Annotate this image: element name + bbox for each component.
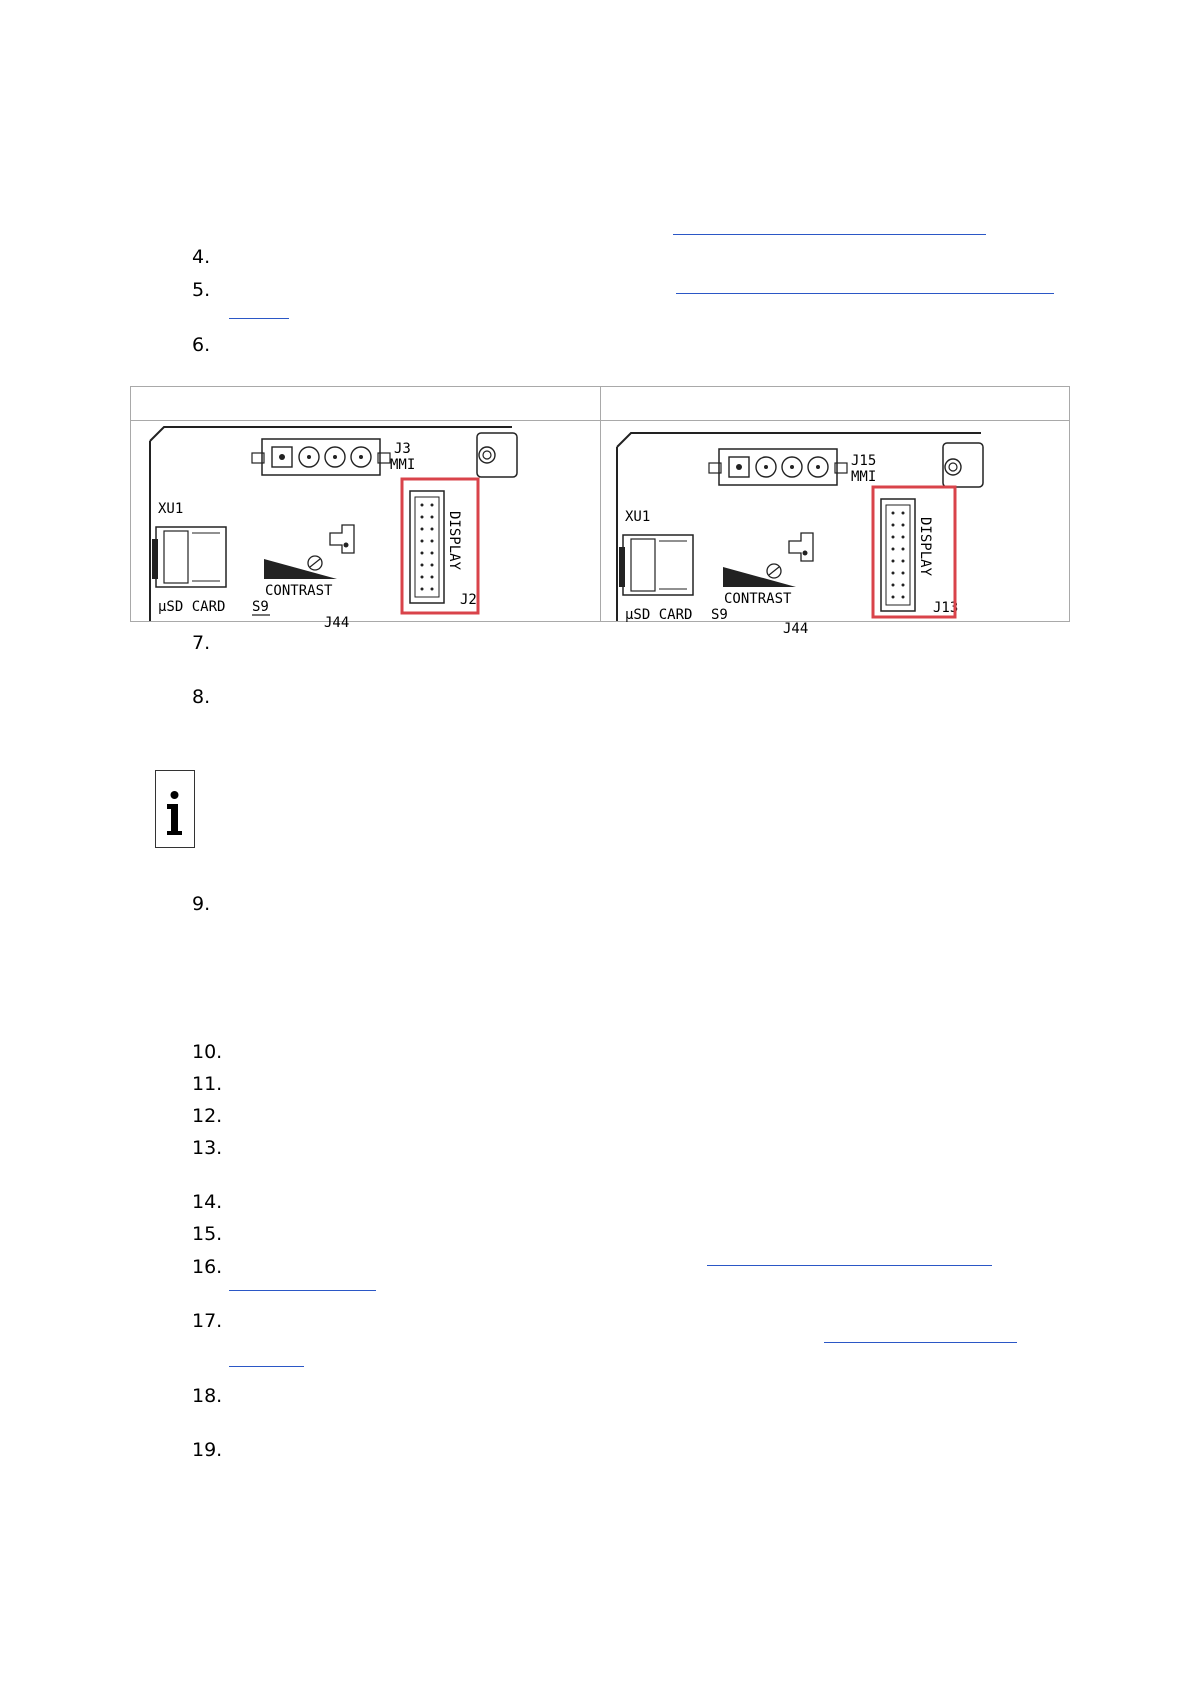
label-display-ref: J13 (933, 600, 959, 616)
board-drawing-left (132, 421, 600, 631)
label-display: DISPLAY (917, 517, 933, 577)
hyperlink[interactable] (229, 318, 289, 319)
step-number-19: 19. (192, 1439, 223, 1461)
step-number-10: 10. (192, 1041, 223, 1063)
label-display-ref: J2 (460, 592, 477, 608)
label-switch: S9 (252, 599, 269, 615)
hyperlink[interactable] (676, 293, 1054, 294)
label-sd-slot: XU1 (158, 501, 184, 517)
step-number-11: 11. (192, 1073, 223, 1095)
step-number-12: 12. (192, 1105, 223, 1127)
step-number-5: 5. (192, 279, 211, 301)
label-mmi: MMI (851, 469, 877, 485)
step-number-16: 16. (192, 1256, 223, 1278)
label-switch: S9 (711, 607, 728, 623)
label-sd-card: µSD CARD (625, 607, 693, 623)
label-power-connector: J15 (851, 453, 877, 469)
label-sd-card: µSD CARD (158, 599, 226, 615)
hyperlink[interactable] (824, 1342, 1017, 1343)
label-partial: J44 (783, 621, 809, 637)
label-sd-slot: XU1 (625, 509, 651, 525)
step-number-8: 8. (192, 686, 211, 708)
hyperlink[interactable] (229, 1290, 376, 1291)
highlight-box (873, 487, 955, 617)
label-contrast: CONTRAST (265, 583, 333, 599)
label-partial: J44 (324, 615, 350, 631)
step-number-15: 15. (192, 1223, 223, 1245)
step-number-13: 13. (192, 1137, 223, 1159)
step-number-17: 17. (192, 1310, 223, 1332)
figure-table (130, 386, 1070, 637)
step-number-18: 18. (192, 1385, 223, 1407)
label-mmi: MMI (390, 457, 416, 473)
label-contrast: CONTRAST (724, 591, 792, 607)
hyperlink[interactable] (673, 234, 986, 235)
step-number-6: 6. (192, 334, 211, 356)
label-display: DISPLAY (446, 511, 462, 571)
board-image-right (601, 421, 1069, 637)
hyperlink[interactable] (229, 1366, 304, 1367)
hyperlink[interactable] (707, 1265, 992, 1266)
step-number-7: 7. (192, 632, 211, 654)
board-drawing-right (601, 421, 1069, 637)
label-power-connector: J3 (394, 441, 411, 457)
step-number-9: 9. (192, 893, 211, 915)
board-image-left (132, 421, 600, 631)
step-number-14: 14. (192, 1191, 223, 1213)
step-number-4: 4. (192, 246, 211, 268)
info-icon (155, 770, 195, 848)
